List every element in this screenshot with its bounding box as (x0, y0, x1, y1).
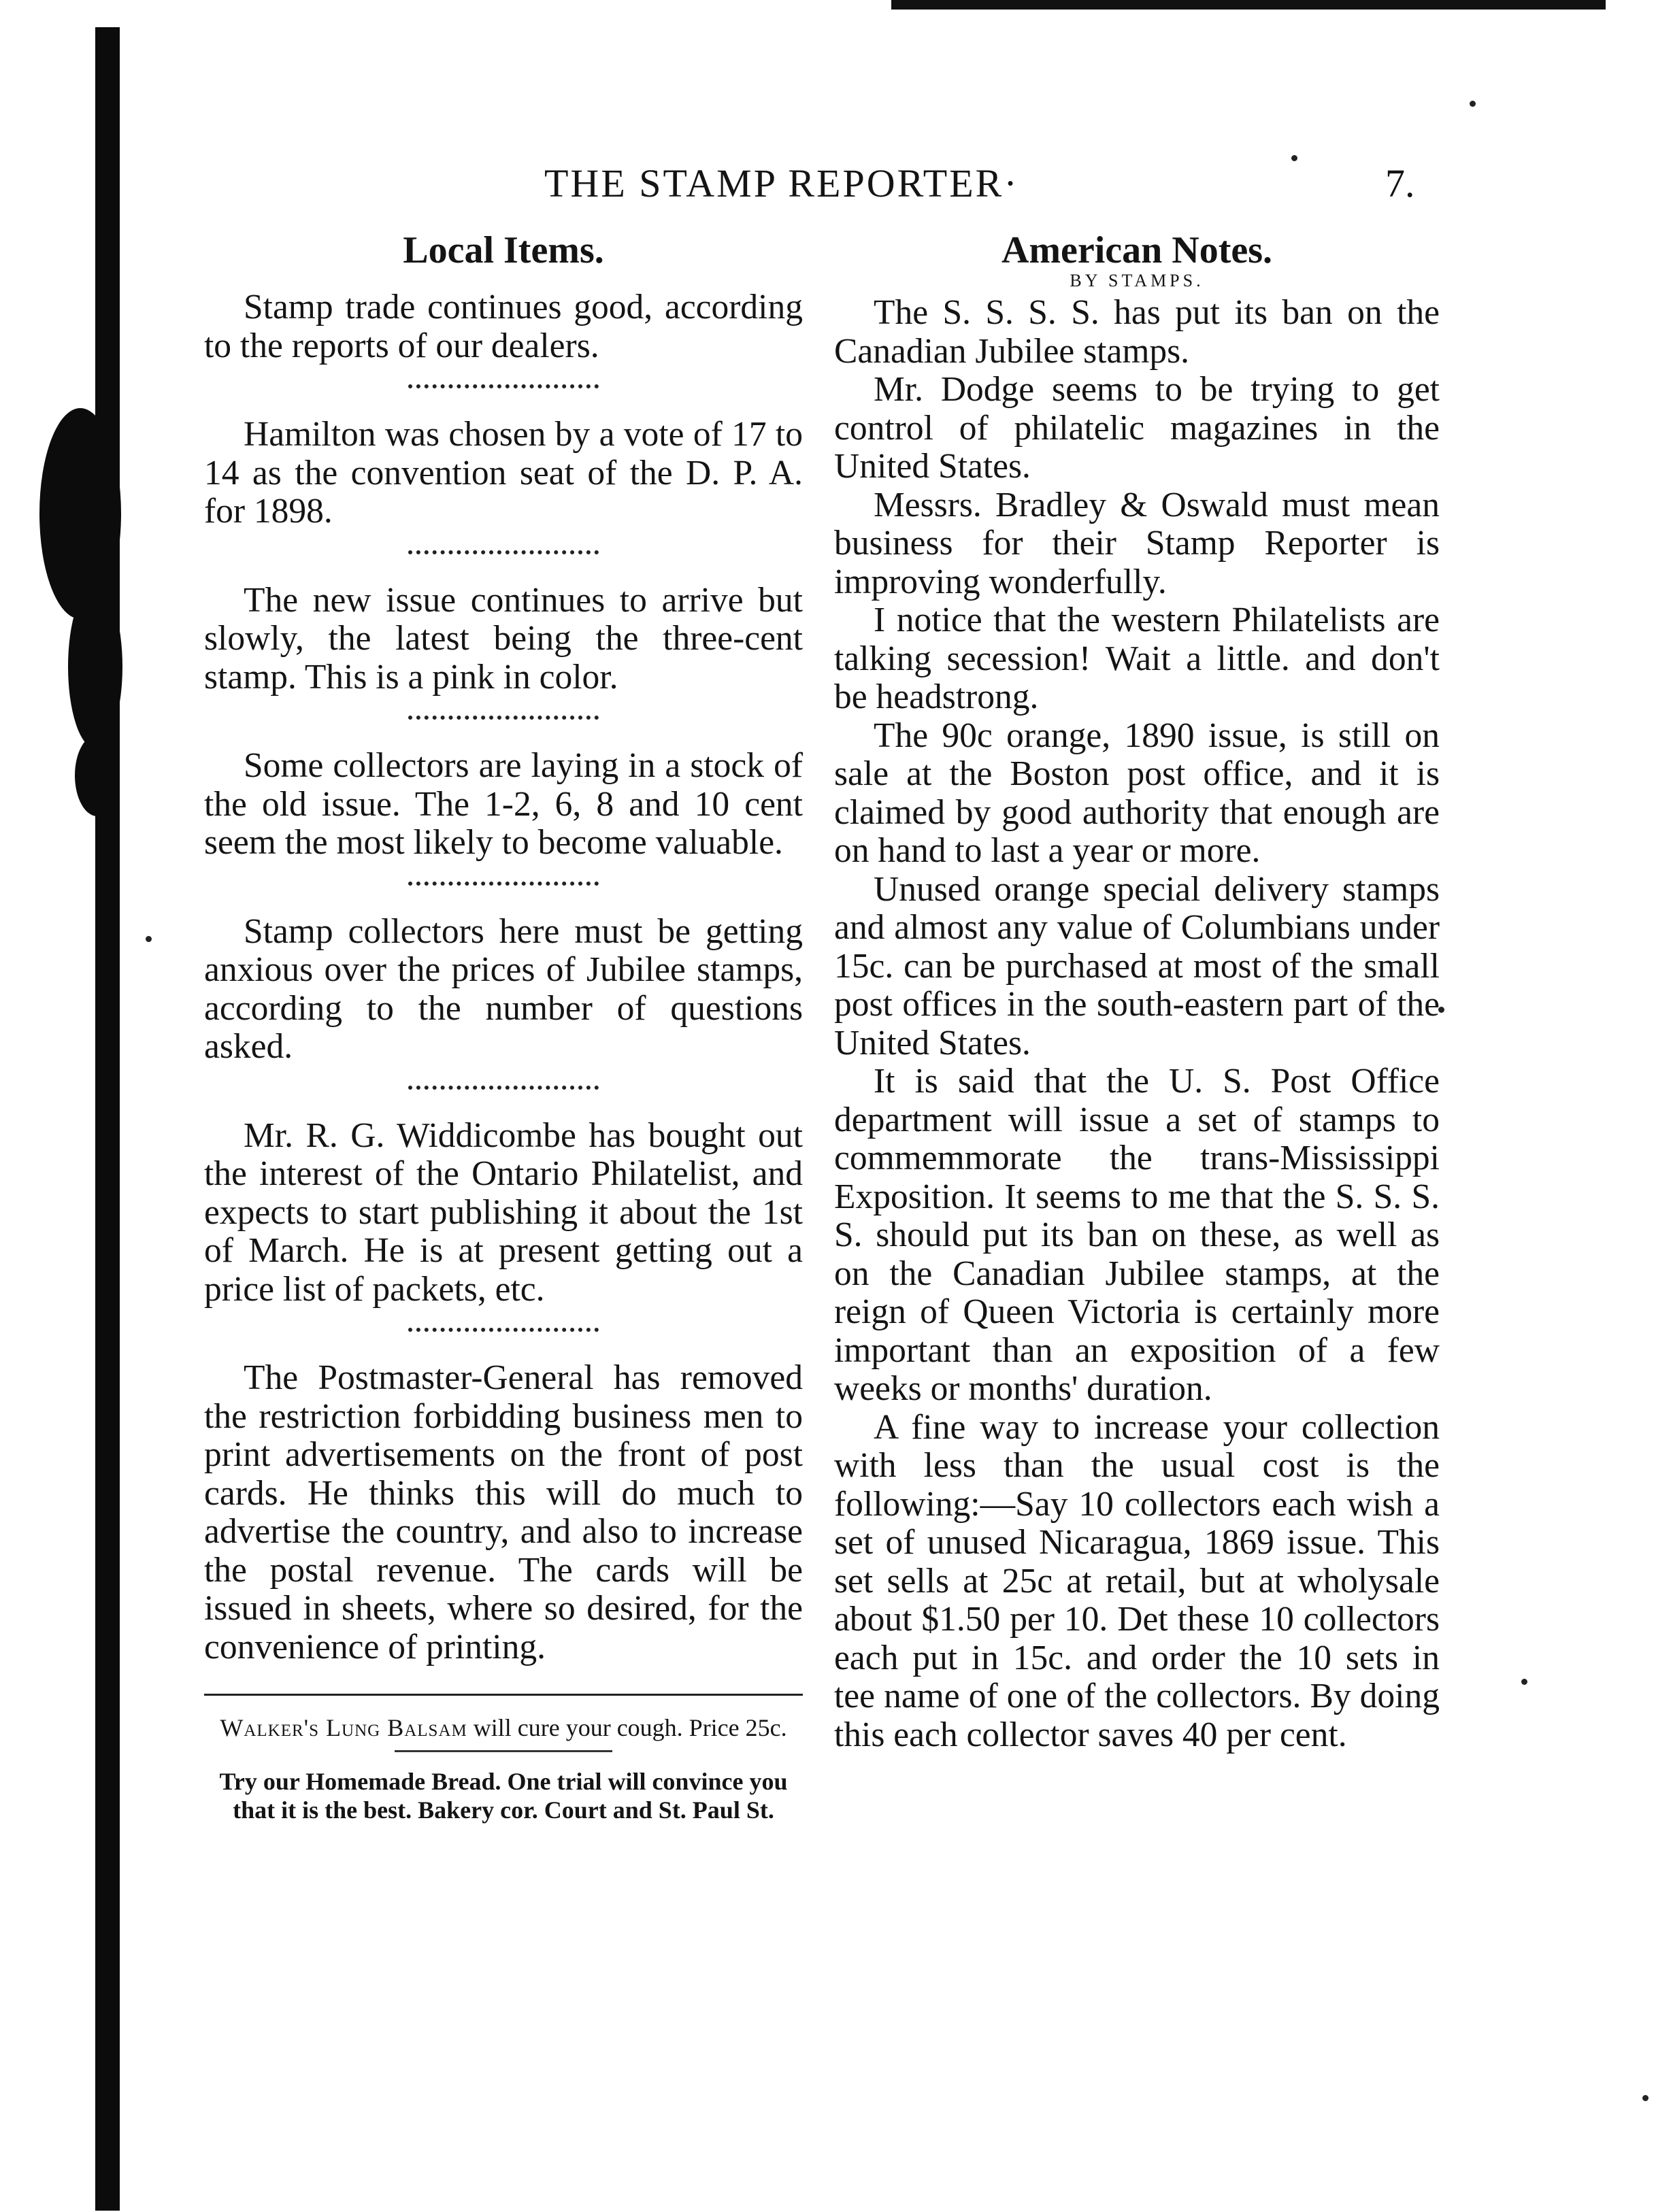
note-paragraph: Mr. Dodge seems to be trying to get control of philatelic magazines in the United States. (834, 370, 1440, 486)
binding-edge-shadow (95, 27, 120, 2211)
local-item: Mr. R. G. Widdicombe has bought out the interest of the Ontario Philatelist, and expects to start publishing it about the 1st of March. He is at present getting out a price list of packets, etc. (204, 1116, 803, 1309)
american-notes-column (834, 230, 1440, 1754)
publication-title: THE STAMP REPORTER· (544, 161, 1019, 205)
advertisement-lung-balsam (204, 1713, 803, 1742)
local-item: Some collectors are laying in a stock of the old issue. The 1-2, 6, 8 and 10 cent seem the most likely to become valuable. (204, 746, 803, 862)
note-paragraph: A fine way to increase your collection with less than the usual cost is the following:—Say 10 collectors each wish a set of unused Nicaragua, 1869 issue. This set sells at 25c at retail, but at wholysale about $1.50 per 10. Det these 10 collectors each put in 15c. and order the 10 sets in tee name of one of the collectors. By doing this each collector saves 40 per cent. (834, 1407, 1440, 1754)
advertisement-bakery: Try our Homemade Bread. One trial will convince you that it is the best. Bakery cor. Court and St. Paul St. (219, 1768, 788, 1824)
byline: BY STAMPS. (1070, 271, 1204, 290)
binding-blot (39, 408, 121, 619)
american-notes-heading: American Notes. (1001, 229, 1273, 271)
note-paragraph: I notice that the western Philatelists are talking secession! Wait a little. and don't be headstrong. (834, 601, 1440, 716)
local-items-column (204, 230, 803, 1824)
dotted-separator (408, 1328, 599, 1335)
binding-blot (68, 585, 122, 748)
top-edge-rule (891, 0, 1606, 10)
dotted-separator (408, 716, 599, 722)
local-item: The new issue continues to arrive but slowly, the latest being the three-cent stamp. This is a pink in color. (204, 580, 803, 697)
scan-speck (1470, 101, 1476, 107)
local-items-heading: Local Items. (403, 229, 604, 271)
note-paragraph: Unused orange special delivery stamps and almost any value of Columbians under 15c. can be purchased at most of the small post offices in the south-eastern part of the United States. (834, 869, 1440, 1062)
binding-blot (75, 735, 120, 816)
note-paragraph: Messrs. Bradley & Oswald must mean business for their Stamp Reporter is improving wonderfully. (834, 485, 1440, 601)
note-paragraph: The S. S. S. S. has put its ban on the Canadian Jubilee stamps. (834, 293, 1440, 371)
dotted-separator (408, 1086, 599, 1092)
local-item: Hamilton was chosen by a vote of 17 to 14 as the convention seat of the D. P. A. for 1898. (204, 415, 803, 531)
local-item: Stamp trade continues good, according to the reports of our dealers. (204, 288, 803, 365)
page-number: 7. (1385, 161, 1415, 205)
ad-rule (204, 1694, 803, 1696)
ad-rule (395, 1750, 612, 1752)
dotted-separator (408, 550, 599, 557)
note-paragraph: It is said that the U. S. Post Office department will issue a set of stamps to commemmorate the trans-Mississippi Exposition. It seems to me that the S. S. S. S. should put its ban on these, as well as on the Canadian Jubilee stamps, at the reign of Queen Victoria is certainly more important than an exposition of a few weeks or months' duration. (834, 1062, 1440, 1408)
ad-text: will cure your cough. Price 25c. (467, 1714, 787, 1741)
note-paragraph: The 90c orange, 1890 issue, is still on sale at the Boston post office, and it is claimed by good authority that enough are on hand to last a year or more. (834, 716, 1440, 870)
scan-speck (1642, 2095, 1649, 2101)
local-item: The Postmaster-General has removed the restriction forbidding business men to print advertisements on the front of post cards. He thinks this will do much to advertise the country, and also to increase the postal revenue. The cards will be issued in sheets, where so desired, for the convenience of printing. (204, 1358, 803, 1666)
local-item: Stamp collectors here must be getting anxious over the prices of Jubilee stamps, according to the number of questions asked. (204, 911, 803, 1066)
dotted-separator (408, 882, 599, 888)
running-header (0, 161, 1656, 215)
dotted-separator (408, 384, 599, 391)
scan-speck (146, 936, 152, 942)
scan-speck (1521, 1679, 1527, 1685)
ad-product-name: Walker's Lung Balsam (220, 1714, 467, 1741)
